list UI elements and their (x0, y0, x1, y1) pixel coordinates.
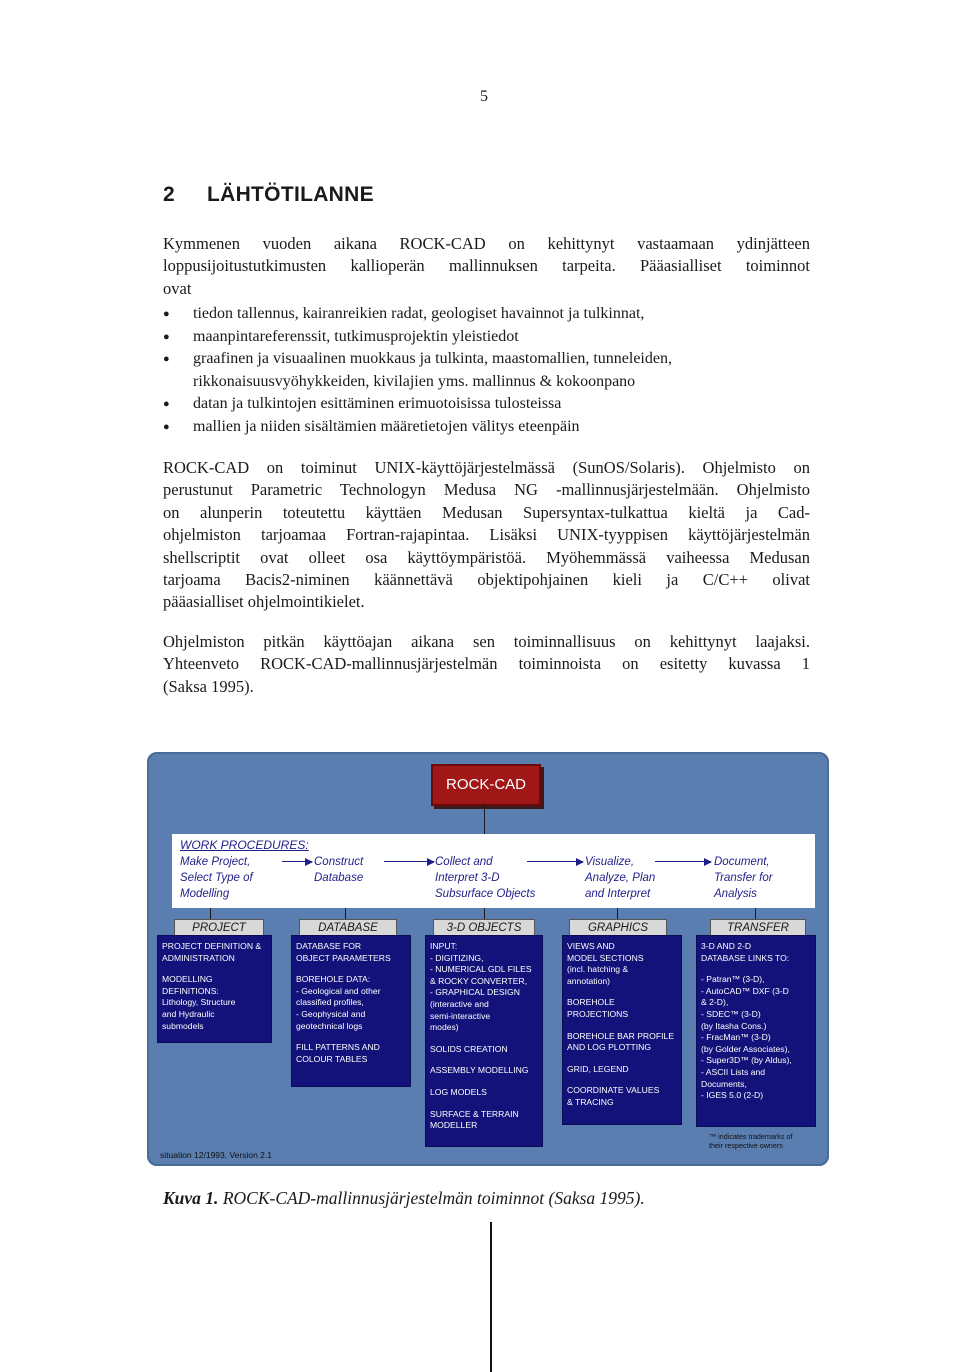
panel-block: ASSEMBLY MODELLING (430, 1065, 529, 1076)
paragraph-line: tarjoama Bacis2-niminen käännettävä objektipohjainen kieli ja C/C++ olivat (163, 570, 810, 590)
paragraph-line: ovat (163, 278, 192, 298)
list-item (163, 326, 810, 349)
caption-text: ROCK-CAD-mallinnusjärjestelmän toiminnot (Saksa 1995). (222, 1188, 645, 1208)
panel-block: SOLIDS CREATION (430, 1043, 508, 1054)
work-procedures-band (172, 834, 815, 908)
arrow-icon (384, 861, 434, 862)
database-panel (291, 935, 411, 1087)
paragraph-line: shellscriptit ovat olleet osa käyttöympäristöä. Myöhemmässä vaiheessa Medusan (163, 547, 810, 567)
paragraph-line: Yhteenveto ROCK-CAD-mallinnusjärjestelmän toiminnoista on esitetty kuvassa 1 (163, 654, 810, 674)
rock-cad-diagram (147, 752, 829, 1166)
panel-block: 3-D AND 2-D DATABASE LINKS TO: (701, 941, 790, 963)
arrow-icon (282, 861, 312, 862)
panel-block: MODELLING DEFINITIONS: Lithology, Structure and Hydraulic submodels (162, 974, 236, 1031)
step-construct-database: Construct Database (314, 856, 364, 884)
section-title: LÄHTÖTILANNE (207, 183, 374, 206)
panel-block: PROJECT DEFINITION & ADMINISTRATION (162, 941, 262, 963)
paragraph-line: Kymmenen vuoden aikana ROCK-CAD on kehittynyt vastaamaan ydinjätteen (163, 234, 810, 253)
paragraph-line: perustunut Parametric Technologyn Medusa NG -mallinnusjärjestelmään. Ohjelmisto (163, 480, 810, 500)
transfer-panel (696, 935, 816, 1127)
page-number: 5 (480, 88, 488, 105)
list-item-text: ● datan ja tulkintojen esittäminen erimuotoisissa tulosteissa (193, 395, 562, 412)
tab-3d-objects: 3-D OBJECTS (433, 919, 535, 937)
tab-transfer: TRANSFER (710, 919, 806, 937)
objects-panel (425, 935, 543, 1147)
diagram-title: ROCK-CAD (431, 764, 541, 806)
step-make-project: Make Project, Select Type of Modelling (180, 856, 253, 900)
panel-block: - Patran™ (3-D), - AutoCAD™ DXF (3-D & 2-D), - SDEC™ (3-D) (by Itasha Cons.) - FracMan™ (3-D) (by Golder Associates), - Super3D™ (by Aldus), - ASCII Lists and Documents, - IGES 5.0 (2-D) (701, 974, 792, 1101)
step-collect-interpret: Collect and Interpret 3-D Subsurface Objects (435, 856, 536, 900)
list-item (163, 348, 810, 393)
panel-block: BOREHOLE PROJECTIONS (567, 997, 629, 1019)
step-document: Document, Transfer for Analysis (714, 856, 773, 900)
intro-paragraph (163, 233, 810, 300)
version-note: situation 12/1993, Version 2.1 (160, 1150, 272, 1160)
platform-paragraph (163, 457, 810, 614)
list-item (163, 303, 810, 326)
step-visualize: Visualize, Analyze, Plan and Interpret (585, 856, 656, 900)
panel-block: BOREHOLE DATA: - Geological and other classified profiles, - Geophysical and geotechnical logs (296, 974, 381, 1031)
graphics-panel (562, 935, 682, 1125)
list-item-text: ● tiedon tallennus, kairanreikien radat, geologiset havainnot ja tulkinnat, (193, 305, 645, 322)
panel-block: DATABASE FOR OBJECT PARAMETERS (296, 941, 391, 963)
paragraph-line: loppusijoitustutkimusten kallioperän mallinnuksen tarpeita. Pääasialliset toiminnot (163, 256, 810, 276)
panel-block: LOG MODELS (430, 1086, 487, 1097)
tab-project: PROJECT (174, 919, 264, 937)
arrow-icon (527, 861, 583, 862)
paragraph-line: Ohjelmiston pitkän käyttöajan aikana sen toiminnallisuus on kehittynyt laajaksi. (163, 632, 810, 651)
list-item-text: ● mallien ja niiden sisältämien määretietojen välitys eteenpäin (193, 417, 580, 435)
list-item-text: ● maanpintareferenssit, tutkimusprojektin yleistiedot (193, 327, 519, 345)
paragraph-line: on alunperin toteutettu käyttäen Medusan Supersyntax-tulkattua kieltä ja Cad- (163, 502, 810, 522)
panel-block: GRID, LEGEND (567, 1063, 629, 1074)
trademark-note: ™ indicates trademarks of their respective owners (709, 1132, 793, 1150)
section-heading (163, 183, 374, 207)
panel-block: FILL PATTERNS AND COLOUR TABLES (296, 1042, 380, 1064)
list-item (163, 393, 810, 416)
panel-block: INPUT: - DIGITIZING, - NUMERICAL GDL FILES & ROCKY CONVERTER, - GRAPHICAL DESIGN (interactive and semi-interactive modes) (430, 941, 532, 1033)
caption-label: Kuva 1. (163, 1188, 219, 1208)
paragraph-line: pääasialliset ohjelmointikielet. (163, 592, 365, 612)
section-number: 2 (163, 183, 175, 206)
connector-line (484, 804, 485, 834)
paragraph-line: ohjelmiston tarjoamaa Fortran-rajapintaa. Lisäksi UNIX-tyyppisen käyttöjärjestelmän (163, 525, 810, 545)
tab-graphics: GRAPHICS (569, 919, 667, 937)
paragraph-line: ROCK-CAD on toiminut UNIX-käyttöjärjestelmässä (SunOS/Solaris). Ohjelmisto on (163, 458, 810, 477)
paragraph-line: (Saksa 1995). (163, 676, 254, 696)
list-item-continuation: rikkonaisuusvyöhykkeiden, kivilajien yms. mallinnus & kokoonpano (193, 372, 636, 390)
panel-block: BOREHOLE BAR PROFILE AND LOG PLOTTING (567, 1030, 674, 1053)
tab-database: DATABASE (299, 919, 397, 937)
list-item-text: ● graafinen ja visuaalinen muokkaus ja tulkinta, maastomallien, tunneleiden, (193, 350, 672, 367)
panel-block: SURFACE & TERRAIN MODELLER (430, 1108, 519, 1131)
panel-block: VIEWS AND MODEL SECTIONS (incl. hatching & annotation) (567, 941, 644, 986)
list-item (163, 416, 810, 439)
panel-block: COORDINATE VALUES & TRACING (567, 1085, 660, 1107)
figure-caption (163, 1188, 645, 1209)
margin-rule (490, 1222, 492, 1372)
summary-paragraph (163, 631, 810, 698)
arrow-icon (655, 861, 711, 862)
function-list (163, 303, 810, 438)
work-procedures-heading: WORK PROCEDURES: (180, 838, 309, 852)
project-panel (157, 935, 272, 1043)
